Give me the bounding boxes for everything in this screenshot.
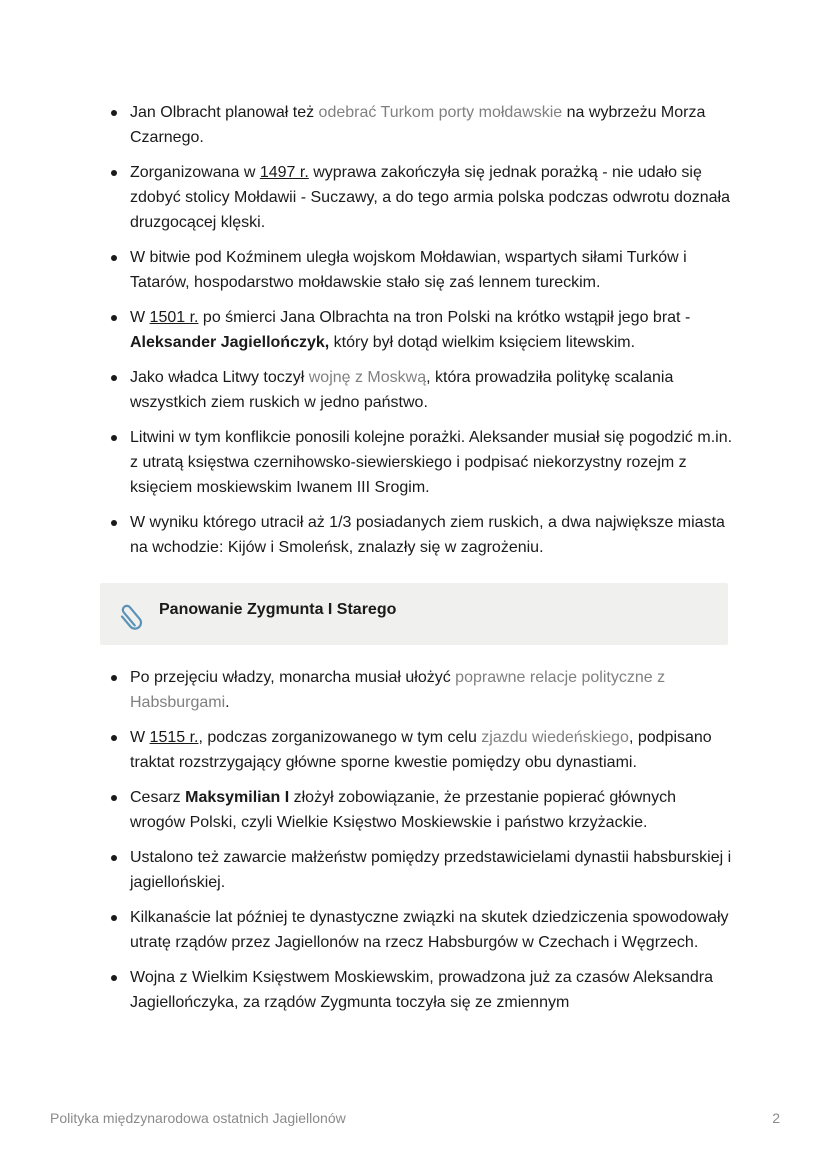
text-run: , podczas zorganizowanego w tym celu xyxy=(198,729,482,746)
bold-text: Maksymilian I xyxy=(185,789,290,806)
list-item xyxy=(108,845,734,895)
date-text: 1501 r. xyxy=(149,309,199,326)
bullet-list-olbracht-aleksander xyxy=(108,100,734,570)
text-run: Ustalono też zawarcie małżeństw pomiędzy przedstawicielami dynastii habsburskiej i jagiellońskiej. xyxy=(130,849,732,891)
list-item xyxy=(108,725,734,775)
text-run: Litwini w tym konflikcie ponosili kolejne porażki. Aleksander musiał się pogodzić m.in. z utratą księstwa czernihowsko-siewierskiego i podpisać niekorzystny rozejm z księciem moskiewskim Iwanem III Srogim. xyxy=(130,429,733,496)
bold-text: Aleksander Jagiellończyk, xyxy=(130,334,330,351)
text-run: który był dotąd wielkim księciem litewskim. xyxy=(329,334,636,351)
date-text: 1515 r. xyxy=(149,729,199,746)
text-run: na wybrzeżu Morza Czarnego. xyxy=(130,104,706,146)
highlight-phrase: zjazdu wiedeńskiego xyxy=(481,729,629,746)
list-item xyxy=(108,305,734,355)
text-run: . xyxy=(225,694,230,711)
paperclip-icon xyxy=(116,599,148,633)
text-run: W xyxy=(130,729,150,746)
text-run: Zorganizowana w xyxy=(130,164,260,181)
list-item xyxy=(108,785,734,835)
text-run: , podpisano traktat rozstrzygający główne sporne kwestie pomiędzy obu dynastiami. xyxy=(130,729,712,771)
text-run: Cesarz xyxy=(130,789,186,806)
text-run: wyprawa zakończyła się jednak porażką - nie udało się zdobyć stolicy Mołdawii - Suczawy, a do tego armia polska podczas odwrotu doznała druzgocącej klęski. xyxy=(130,164,730,231)
section-heading: Panowanie Zygmunta I Starego xyxy=(159,601,397,618)
text-run: Wojna z Wielkim Księstwem Moskiewskim, prowadzona już za czasów Aleksandra Jagiellończyka, za rządów Zygmunta toczyła się ze zmiennym xyxy=(130,969,714,1011)
text-run: W bitwie pod Koźminem uległa wojskom Mołdawian, wspartych siłami Turków i Tatarów, hospodarstwo mołdawskie stało się zaś lennem tureckim. xyxy=(130,249,687,291)
list-item xyxy=(108,665,734,715)
section-callout xyxy=(100,583,728,645)
text-run: W wyniku którego utracił aż 1/3 posiadanych ziem ruskich, a dwa największe miasta na wchodzie: Kijów i Smoleńsk, znalazły się w zagrożeniu. xyxy=(130,514,725,556)
date-text: 1497 r. xyxy=(259,164,309,181)
page-number: 2 xyxy=(772,1110,780,1126)
text-run: Po przejęciu władzy, monarcha musiał ułożyć xyxy=(130,669,456,686)
list-item xyxy=(108,510,734,560)
text-run: po śmierci Jana Olbrachta na tron Polski na krótko wstąpił jego brat - xyxy=(198,309,691,326)
list-item xyxy=(108,965,734,1015)
list-item xyxy=(108,160,734,235)
footer-document-title: Polityka międzynarodowa ostatnich Jagiellonów xyxy=(50,1110,346,1126)
list-item xyxy=(108,245,734,295)
text-run: złożył zobowiązanie, że przestanie popierać głównych wrogów Polski, czyli Wielkie Księstwo Moskiewskie i państwo krzyżackie. xyxy=(130,789,677,831)
list-item xyxy=(108,365,734,415)
text-run: Jan Olbracht planował też xyxy=(130,104,319,121)
highlight-phrase: odebrać Turkom porty mołdawskie xyxy=(318,104,563,121)
highlight-phrase: poprawne relacje polityczne z Habsburgami xyxy=(130,669,666,711)
list-item xyxy=(108,425,734,500)
highlight-phrase: wojnę z Moskwą xyxy=(308,369,427,386)
list-item xyxy=(108,905,734,955)
list-item xyxy=(108,100,734,150)
text-run: , która prowadziła politykę scalania wszystkich ziem ruskich w jedno państwo. xyxy=(130,369,674,411)
text-run: W xyxy=(130,309,150,326)
text-run: Jako władca Litwy toczył xyxy=(130,369,309,386)
text-run: Kilkanaście lat później te dynastyczne związki na skutek dziedziczenia spowodowały utratę rządów przez Jagiellonów na rzecz Habsburgów w Czechach i Węgrzech. xyxy=(130,909,729,951)
bullet-list-zygmunt xyxy=(108,665,734,1025)
